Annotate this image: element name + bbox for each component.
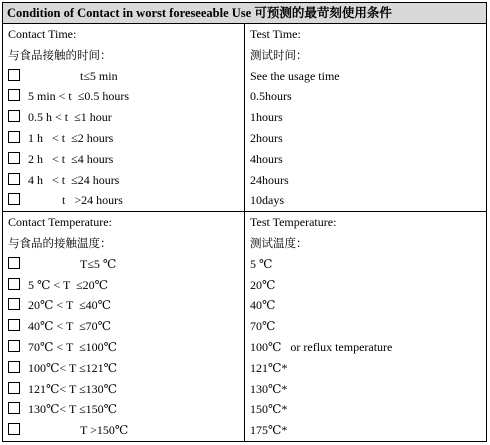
checkbox[interactable] bbox=[8, 257, 20, 269]
checkbox[interactable] bbox=[8, 361, 20, 373]
test-time-value: 0.5hours bbox=[250, 89, 292, 104]
checkbox[interactable] bbox=[8, 193, 20, 205]
contact-temperature-option bbox=[3, 399, 244, 420]
test-temperature-value: 175℃* bbox=[250, 423, 288, 438]
contact-temperature-option bbox=[3, 379, 244, 400]
test-temperature-value: 70℃ bbox=[250, 319, 276, 334]
contact-time-label-cn: 与食品接触的时间： bbox=[8, 47, 112, 62]
contact-time-option bbox=[3, 149, 244, 170]
contact-temperature-label: Contact Temperature: bbox=[8, 215, 112, 230]
checkbox[interactable] bbox=[8, 423, 20, 435]
checkbox[interactable] bbox=[8, 89, 20, 101]
contact-time-option bbox=[3, 66, 244, 87]
checkbox[interactable] bbox=[8, 173, 20, 185]
contact-temperature-option bbox=[3, 295, 244, 316]
table-header: Condition of Contact in worst foreseeable Use 可预测的最苛刻使用条件 bbox=[3, 3, 487, 24]
contact-temperature-cell bbox=[3, 212, 245, 442]
contact-temperature-condition-text: T >150℃ bbox=[80, 423, 129, 438]
contact-temperature-condition-text: T≤5 ℃ bbox=[80, 256, 117, 271]
contact-temperature-condition-text: 40℃ < T ≤70℃ bbox=[28, 319, 112, 334]
test-time-value: 2hours bbox=[250, 130, 283, 145]
test-temperature-value: 130℃* bbox=[250, 381, 288, 396]
contact-temperature-condition-text: 100℃< T ≤121℃ bbox=[28, 360, 118, 375]
contact-conditions-table bbox=[2, 2, 487, 442]
contact-time-condition-text: t >24 hours bbox=[62, 193, 123, 208]
contact-time-label: Contact Time: bbox=[8, 27, 77, 41]
checkbox[interactable] bbox=[8, 152, 20, 164]
test-temperature-value: 150℃* bbox=[250, 402, 288, 417]
contact-temperature-condition-text: 121℃< T ≤130℃ bbox=[28, 381, 118, 396]
checkbox[interactable] bbox=[8, 382, 20, 394]
contact-temperature-condition-text: 130℃< T ≤150℃ bbox=[28, 402, 118, 417]
test-time-label: Test Time: bbox=[250, 27, 301, 41]
test-temperature-values bbox=[245, 254, 486, 441]
contact-temperature-condition-text: 70℃ < T ≤100℃ bbox=[28, 339, 118, 354]
test-temperature-value: 5 ℃ bbox=[250, 256, 273, 271]
checkbox[interactable] bbox=[8, 110, 20, 122]
test-temperature-value: 100℃ or reflux temperature bbox=[250, 339, 393, 354]
test-time-value: 10days bbox=[250, 193, 284, 208]
contact-time-cell bbox=[3, 24, 245, 212]
checkbox[interactable] bbox=[8, 340, 20, 352]
test-time-value: 1hours bbox=[250, 110, 283, 125]
checkbox[interactable] bbox=[8, 69, 20, 81]
contact-time-option bbox=[3, 170, 244, 191]
test-time-label-cn: 测试时间： bbox=[250, 47, 308, 62]
test-temperature-value: 40℃ bbox=[250, 298, 276, 313]
contact-temperature-option bbox=[3, 254, 244, 275]
test-temperature-label: Test Temperature: bbox=[250, 215, 337, 230]
test-time-value: 24hours bbox=[250, 172, 289, 187]
contact-temperature-option bbox=[3, 337, 244, 358]
contact-temperature-option bbox=[3, 275, 244, 296]
test-temperature-value: 20℃ bbox=[250, 277, 276, 292]
contact-time-condition-text: 5 min < t ≤0.5 hours bbox=[28, 89, 130, 104]
test-time-cell bbox=[245, 24, 487, 212]
checkbox[interactable] bbox=[8, 402, 20, 414]
checkbox[interactable] bbox=[8, 319, 20, 331]
contact-time-option bbox=[3, 107, 244, 128]
contact-time-condition-text: t≤5 min bbox=[80, 68, 118, 83]
contact-time-option bbox=[3, 190, 244, 211]
test-temperature-value: 121℃* bbox=[250, 360, 288, 375]
contact-temperature-label-cn: 与食品的接触温度： bbox=[8, 235, 112, 250]
test-temperature-label-cn: 测试温度： bbox=[250, 235, 308, 250]
checkbox[interactable] bbox=[8, 278, 20, 290]
contact-time-options bbox=[3, 66, 244, 212]
contact-temperature-condition-text: 20℃ < T ≤40℃ bbox=[28, 298, 112, 313]
test-temperature-cell bbox=[245, 212, 487, 442]
checkbox[interactable] bbox=[8, 298, 20, 310]
contact-time-condition-text: 2 h < t ≤4 hours bbox=[28, 151, 114, 166]
contact-time-condition-text: 4 h < t ≤24 hours bbox=[28, 172, 120, 187]
contact-time-condition-text: 0.5 h < t ≤1 hour bbox=[28, 110, 112, 125]
test-time-values bbox=[245, 66, 486, 212]
contact-time-option bbox=[3, 86, 244, 107]
contact-temperature-option bbox=[3, 316, 244, 337]
contact-time-option bbox=[3, 128, 244, 149]
contact-temperature-option bbox=[3, 358, 244, 379]
contact-temperature-condition-text: 5 ℃ < T ≤20℃ bbox=[28, 277, 109, 292]
checkbox[interactable] bbox=[8, 131, 20, 143]
contact-temperature-options bbox=[3, 254, 244, 441]
contact-temperature-option bbox=[3, 420, 244, 441]
contact-time-condition-text: 1 h < t ≤2 hours bbox=[28, 130, 114, 145]
test-time-value: 4hours bbox=[250, 151, 283, 166]
test-time-value: See the usage time bbox=[250, 68, 340, 83]
